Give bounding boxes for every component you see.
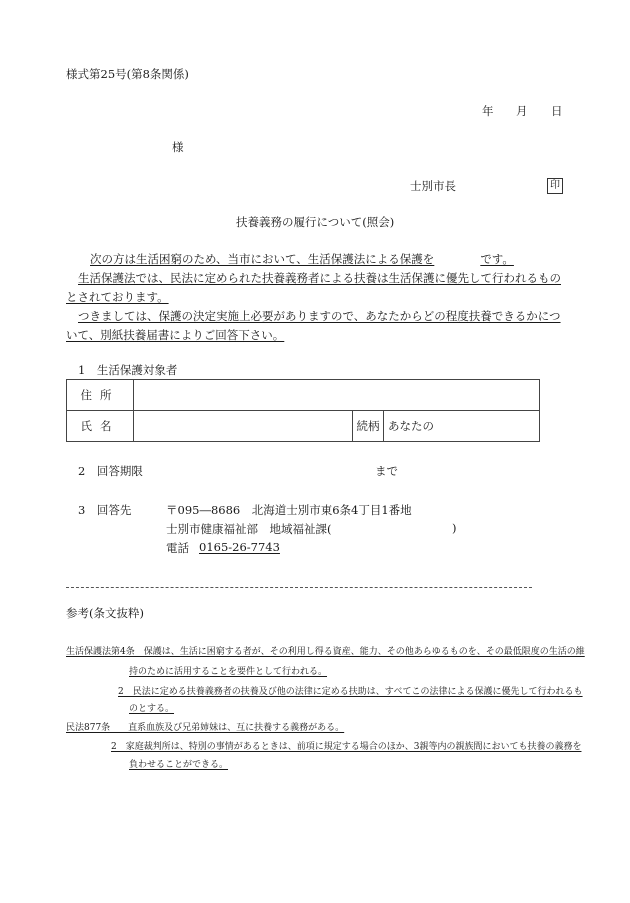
address-field[interactable] — [134, 380, 540, 411]
body-line-2: 生活保護法では、民法に定められた扶養義務者による扶養は生活保護に優先して行われるもの — [78, 271, 561, 285]
article-4-para-2-line-1: 2 民法に定める扶養義務者の扶養及び他の法律に定める扶助は、すべてこの法律による保護に優先して行われるも — [118, 687, 583, 697]
body-line-5: いて、別紙扶養届書によりご回答下さい。 — [66, 328, 285, 342]
article-4-line-1: 生活保護法第4条 保護は、生活に困窮する者が、その利用し得る資産、能力、その他あらゆるものを、その最低限度の生活の維 — [66, 647, 585, 657]
body-line-1 — [90, 251, 514, 267]
body-line-3: とされております。 — [66, 290, 169, 304]
document-title: 扶養義務の履行について(照会) — [236, 215, 395, 229]
reply-department: 士別市健康福祉部 地域福祉課( — [166, 522, 332, 536]
table-row — [67, 411, 540, 442]
table-row — [67, 380, 540, 411]
relation-field[interactable]: あなたの — [384, 411, 540, 442]
name-label: 氏名 — [67, 411, 134, 442]
reply-phone-label: 電話 — [166, 541, 189, 555]
name-field[interactable] — [134, 411, 353, 442]
civil-877-line-1: 民法877条 直系血族及び兄弟姉妹は、互に扶養する義務がある。 — [66, 723, 345, 733]
date-day-label: 日 — [551, 104, 563, 118]
reply-address: 〒095―8686 北海道士別市東6条4丁目1番地 — [166, 503, 412, 517]
section-3-heading: 3 回答先 — [78, 503, 132, 517]
sender-name: 士別市長 — [410, 179, 456, 193]
section-1-heading: 1 生活保護対象者 — [78, 363, 178, 377]
body-line-1-tail: です。 — [480, 252, 514, 266]
seal-box: 印 — [547, 178, 563, 194]
civil-877-para-2-line-2: 負わせることができる。 — [129, 760, 229, 770]
dashed-divider — [66, 587, 532, 588]
address-label: 住所 — [67, 380, 134, 411]
form-number: 様式第25号(第8条関係) — [66, 67, 189, 81]
body-line-4: つきましては、保護の決定実施上必要がありますので、あなたからどの程度扶養できるかにつ — [78, 309, 561, 323]
date-month-label: 月 — [516, 104, 528, 118]
addressee-suffix: 様 — [172, 140, 184, 154]
article-4-para-2-line-2: のとする。 — [129, 704, 175, 714]
relation-label: 続柄 — [353, 411, 384, 442]
section-2-heading: 2 回答期限 — [78, 464, 143, 478]
reference-heading: 参考(条文抜粋) — [66, 606, 144, 620]
reply-phone[interactable]: 0165-26-7743 — [199, 540, 280, 554]
target-person-table — [66, 379, 540, 442]
date-year-label: 年 — [482, 104, 494, 118]
civil-877-para-2-line-1: 2 家庭裁判所は、特別の事情があるときは、前項に規定する場合のほか、3親等内の親族間においても扶養の義務を — [111, 742, 582, 752]
deadline-until: まで — [375, 464, 398, 478]
body-line-1-text: 次の方は生活困窮のため、当市において、生活保護法による保護を — [90, 252, 435, 266]
article-4-line-2: 持のために活用することを要件として行われる。 — [129, 667, 328, 677]
reply-department-close: ) — [452, 521, 457, 535]
